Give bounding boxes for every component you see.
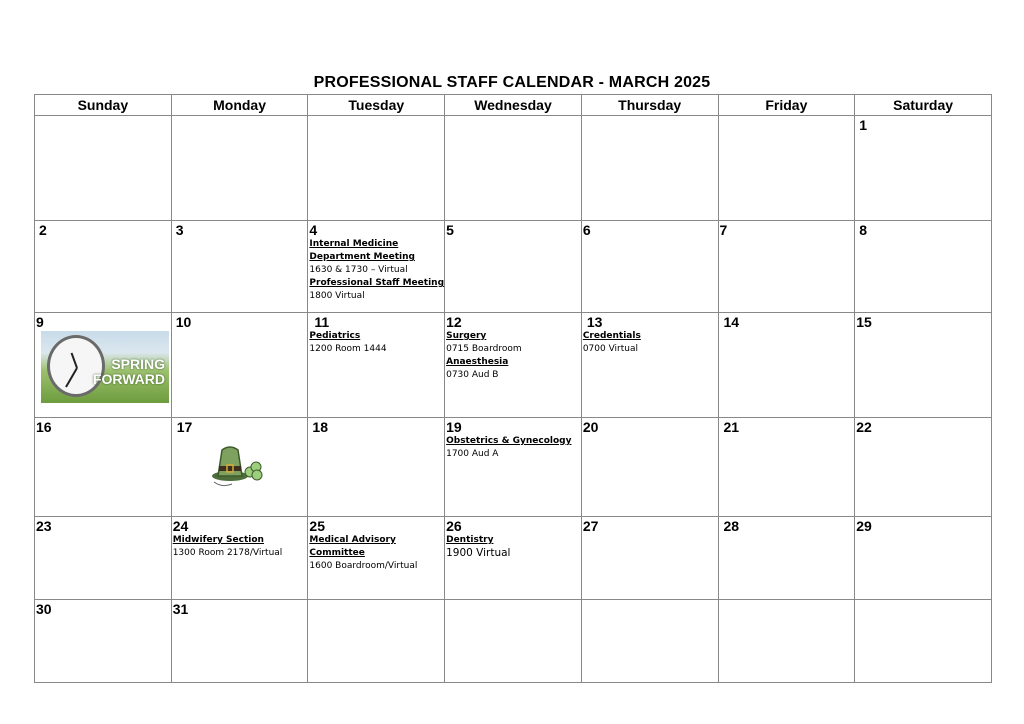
day-cell — [718, 313, 855, 418]
day-number: 2 — [39, 222, 47, 238]
day-cell — [445, 313, 582, 418]
day-cell — [308, 418, 445, 517]
day-cell-empty — [308, 116, 445, 221]
weekday-header-row — [35, 95, 992, 116]
day-cell-empty — [718, 116, 855, 221]
event-detail: 1300 Room 2178/Virtual — [172, 548, 283, 558]
day-number: 13 — [586, 314, 603, 330]
day-number: 3 — [175, 222, 184, 238]
day-number: 26 — [446, 518, 462, 534]
day-number: 27 — [582, 518, 599, 534]
day-number: 17 — [176, 419, 193, 435]
leprechaun-hat-icon — [208, 440, 268, 492]
day-cell-empty — [718, 600, 855, 683]
day-number: 18 — [312, 419, 328, 435]
day-number: 30 — [36, 601, 52, 617]
day-number: 4 — [309, 222, 318, 238]
day-cell — [581, 221, 718, 313]
day-number: 9 — [36, 314, 44, 330]
day-cell — [35, 418, 172, 517]
event-detail: 1600 Boardroom/Virtual — [309, 561, 418, 571]
event-title: Midwifery Section — [172, 535, 264, 545]
event-title: Pediatrics — [309, 331, 361, 341]
day-cell-empty — [581, 600, 718, 683]
day-cell — [581, 418, 718, 517]
day-cell — [855, 517, 992, 600]
week-row — [35, 116, 992, 221]
day-cell — [718, 221, 855, 313]
day-cell — [35, 221, 172, 313]
day-number: 25 — [309, 518, 325, 534]
day-number: 5 — [446, 222, 454, 238]
event-detail: 1900 Virtual — [446, 547, 511, 559]
event-detail: 1630 & 1730 – Virtual — [309, 265, 408, 275]
day-number: 19 — [446, 419, 462, 435]
day-number: 8 — [859, 222, 868, 238]
calendar-grid — [34, 94, 992, 683]
day-cell — [35, 313, 172, 418]
day-number: 6 — [582, 222, 591, 238]
day-number: 24 — [172, 518, 189, 534]
day-cell-empty — [35, 116, 172, 221]
day-cell-empty — [445, 116, 582, 221]
spring-forward-label: SPRING — [111, 356, 165, 372]
day-cell — [855, 418, 992, 517]
day-number: 29 — [856, 518, 872, 534]
event-title: Anaesthesia — [446, 357, 509, 367]
day-cell-empty — [308, 600, 445, 683]
event-title: Professional Staff Meeting — [309, 278, 445, 288]
event-title: Credentials — [582, 331, 641, 341]
day-number: 11 — [314, 314, 330, 330]
day-cell — [855, 313, 992, 418]
day-cell — [308, 221, 445, 313]
week-row — [35, 600, 992, 683]
day-number: 7 — [719, 222, 728, 238]
day-cell — [445, 517, 582, 600]
event-title: Internal Medicine Department Meeting — [309, 239, 415, 262]
day-number: 22 — [856, 419, 872, 435]
day-cell — [308, 313, 445, 418]
day-number: 20 — [582, 419, 599, 435]
weekday-saturday: Saturday — [855, 95, 992, 116]
event-title: Medical Advisory Committee — [309, 535, 396, 558]
day-cell — [855, 116, 992, 221]
week-row — [35, 418, 992, 517]
day-cell — [855, 221, 992, 313]
day-cell — [718, 418, 855, 517]
day-cell — [171, 221, 308, 313]
weekday-wednesday: Wednesday — [445, 95, 582, 116]
day-cell — [171, 418, 308, 517]
event-title: Obstetrics & Gynecology — [446, 436, 572, 446]
day-cell — [35, 600, 172, 683]
day-number: 16 — [36, 419, 52, 435]
day-number: 1 — [859, 117, 868, 133]
day-number: 12 — [446, 314, 462, 330]
day-cell — [171, 600, 308, 683]
day-cell — [171, 313, 308, 418]
day-number: 23 — [36, 518, 52, 534]
spring-forward-image — [41, 331, 169, 403]
week-row — [35, 313, 992, 418]
weekday-tuesday: Tuesday — [308, 95, 445, 116]
day-cell — [581, 313, 718, 418]
event-detail: 0715 Boardroom — [446, 344, 522, 354]
day-number: 14 — [723, 314, 740, 330]
day-number: 31 — [172, 601, 189, 617]
week-row — [35, 517, 992, 600]
day-cell — [581, 517, 718, 600]
day-cell — [718, 517, 855, 600]
weekday-monday: Monday — [171, 95, 308, 116]
event-detail: 1200 Room 1444 — [309, 344, 387, 354]
spring-forward-label: FORWARD — [92, 371, 165, 387]
day-number: 15 — [856, 314, 872, 330]
day-cell — [308, 517, 445, 600]
event-title: Surgery — [446, 331, 487, 341]
day-cell-empty — [171, 116, 308, 221]
weekday-friday: Friday — [718, 95, 855, 116]
week-row — [35, 221, 992, 313]
day-cell — [35, 517, 172, 600]
event-detail: 0700 Virtual — [582, 344, 638, 354]
weekday-sunday: Sunday — [35, 95, 172, 116]
day-cell — [445, 221, 582, 313]
event-title: Dentistry — [446, 535, 494, 545]
weekday-thursday: Thursday — [581, 95, 718, 116]
event-detail: 0730 Aud B — [446, 370, 499, 380]
day-cell — [171, 517, 308, 600]
day-number: 21 — [723, 419, 740, 435]
day-number: 28 — [723, 518, 740, 534]
event-detail: 1800 Virtual — [309, 291, 365, 301]
day-cell — [445, 418, 582, 517]
page-title: PROFESSIONAL STAFF CALENDAR - MARCH 2025 — [313, 74, 711, 91]
event-detail: 1700 Aud A — [446, 449, 499, 459]
day-cell-empty — [581, 116, 718, 221]
day-number: 10 — [175, 314, 192, 330]
day-cell-empty — [855, 600, 992, 683]
day-cell-empty — [445, 600, 582, 683]
